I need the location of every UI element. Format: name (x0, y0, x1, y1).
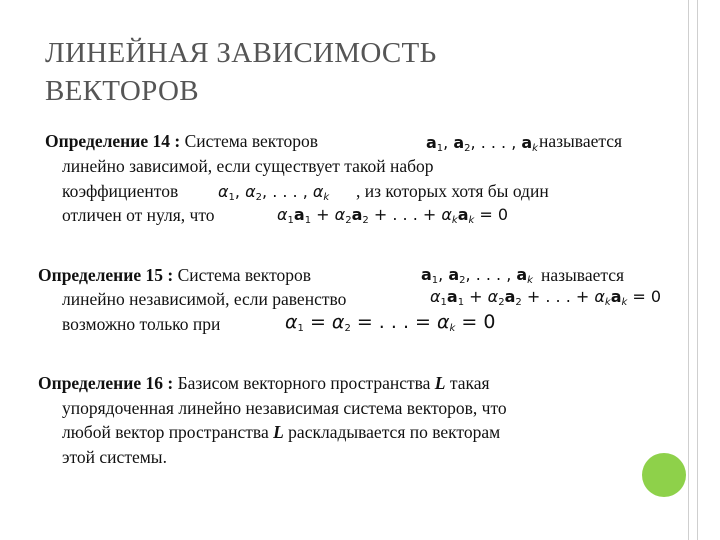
def15-all-zero-formula: $\alpha_1 = \alpha_2$ = . . . = $\alpha_k = 0$ (285, 311, 496, 334)
frame-line-left (688, 0, 689, 540)
frame-line-right (697, 0, 698, 540)
def16-text-1-end: такая (445, 373, 490, 393)
def15-text-1: Система векторов (173, 265, 312, 285)
def15-label: Определение 15 (38, 265, 163, 285)
def15-text-1-end: называется (541, 265, 625, 285)
def15-sep: : (162, 265, 174, 285)
def14-line-2: линейно зависимой, если существует такой набор (62, 156, 434, 176)
def14-vectors-formula: $a_1$, $a_2$, . . . , $a_k$ (426, 133, 538, 154)
def15-line-2: линейно независимой, если равенство (62, 289, 347, 309)
def15-line-1 (38, 264, 311, 286)
def16-line-2: упорядоченная линейно независимая система векторов, что (62, 398, 507, 418)
slide-title (45, 34, 605, 110)
def14-coefficients-formula: $\alpha_1$, $\alpha_2$, . . . , $\alpha_k$ (218, 182, 330, 203)
def14-label: Определение 14 (45, 131, 170, 151)
def16-line-3 (62, 421, 500, 443)
def16-label: Определение 16 (38, 373, 163, 393)
def15-vectors-formula: $a_1$, $a_2$, . . . , $a_k$ (421, 265, 533, 286)
def14-line-1 (45, 130, 318, 152)
def14-line-3-end: , из которых хотя бы один (356, 181, 549, 201)
def16-space-symbol: L (434, 373, 446, 393)
def14-line-4: отличен от нуля, что (62, 205, 215, 225)
title-line-1: ЛИНЕЙНАЯ ЗАВИСИМОСТЬ (45, 37, 437, 69)
def14-line-3-start: коэффициентов (62, 181, 179, 201)
def16-sep: : (162, 373, 174, 393)
def16-text-1: Базисом векторного пространства (173, 373, 435, 393)
def15-line-3: возможно только при (62, 314, 221, 334)
def14-text-1: Система векторов (180, 131, 319, 151)
def14-linear-combination-formula: $\alpha_1a_1 + \alpha_2a_2$ + . . . + $\alpha_ka_k = 0$ (277, 205, 509, 226)
def16-line-1 (38, 372, 490, 394)
def16-text-3-start: любой вектор пространства (62, 422, 274, 442)
def14-sep: : (169, 131, 181, 151)
def16-space-symbol-2: L (273, 422, 284, 442)
def16-line-4: этой системы. (62, 447, 167, 467)
def14-text-1-end: называется (539, 131, 623, 151)
title-line-2: ВЕКТОРОВ (45, 75, 199, 107)
decorative-green-circle (642, 453, 686, 497)
def15-linear-combination-formula: $\alpha_1a_1 + \alpha_2a_2$ + . . . + $\alpha_ka_k = 0$ (430, 287, 662, 308)
def16-text-3-end: раскладывается по векторам (283, 422, 501, 442)
